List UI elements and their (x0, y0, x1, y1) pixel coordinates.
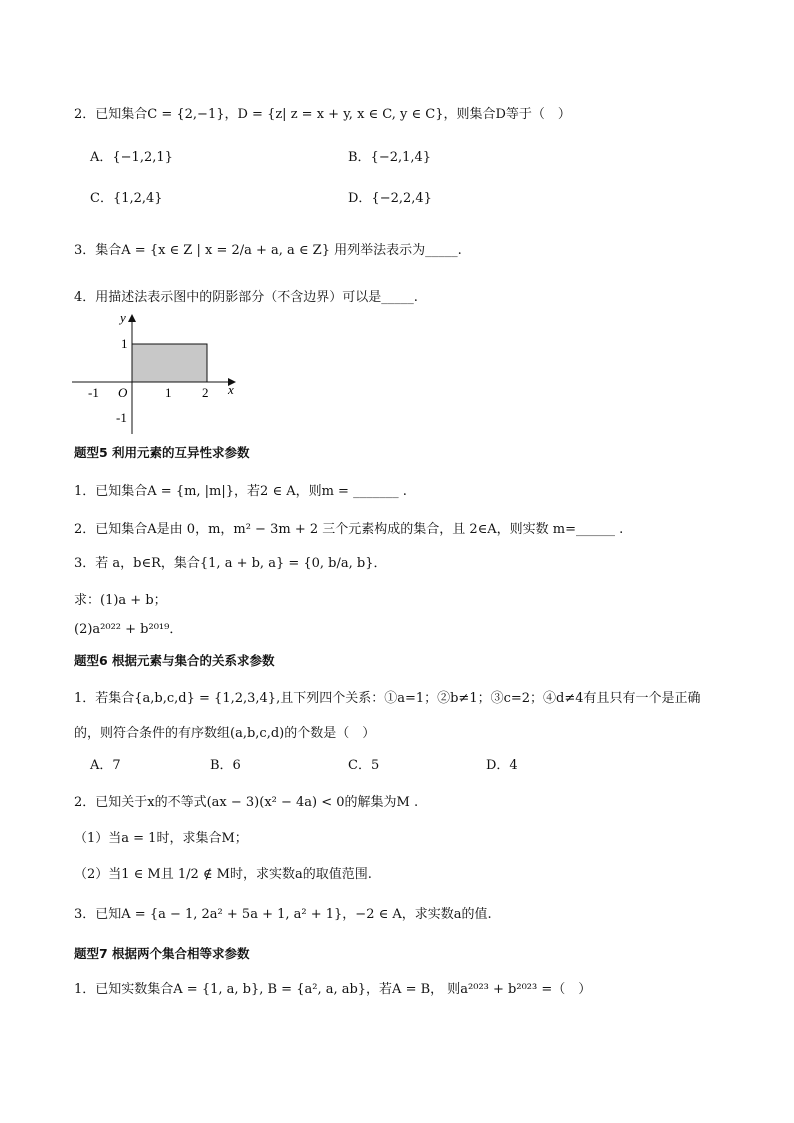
tick-label-x-minus-1: -1 (88, 385, 99, 400)
type6-option-c: C．5 (348, 758, 380, 773)
type6-question-1-line-2: 的，则符合条件的有序数组(a,b,c,d)的个数是（ ） (74, 726, 376, 741)
option-a: A．{−1,2,1} (90, 150, 173, 165)
shaded-region (132, 344, 207, 382)
type6-question-2-part-1: （1）当a = 1时，求集合M； (74, 831, 248, 846)
tick-label-x-1: 1 (165, 385, 172, 400)
y-axis-arrow (128, 314, 136, 322)
section-heading-type6: 题型6 根据元素与集合的关系求参数 (74, 653, 275, 668)
type6-question-1-line-1: 1．若集合{a,b,c,d} = {1,2,3,4},且下列四个关系：①a=1；②b≠1；③c=2；④d≠4有且只有一个是正确 (74, 691, 701, 706)
question-3-listing: 3．集合A = {x ∈ Z | x = 2/a + a, a ∈ Z} 用列举法表示为_____. (74, 243, 462, 258)
type5-question-3: 3．若 a，b∈R，集合{1, a + b, a} = {0, b/a, b}． (74, 556, 387, 571)
type5-question-2: 2．已知集合A是由 0，m，m² − 3m + 2 三个元素构成的集合，且 2∈A，则实数 m=______ . (74, 522, 624, 537)
option-c: C．{1,2,4} (90, 191, 163, 206)
type5-question-3-part-2: (2)a²⁰²² + b²⁰¹⁹． (74, 622, 183, 637)
type6-question-3: 3．已知A = {a − 1, 2a² + 5a + 1, a² + 1}，−2 ∈ A，求实数a的值. (74, 907, 492, 922)
y-axis-label: y (120, 310, 126, 325)
x-axis-label: x (228, 382, 234, 397)
section-heading-type5: 题型5 利用元素的互异性求参数 (74, 445, 250, 460)
option-b: B．{−2,1,4} (348, 150, 432, 165)
question-4-description: 4．用描述法表示图中的阴影部分（不含边界）可以是_____. (74, 290, 418, 305)
type6-option-b: B．6 (210, 758, 241, 773)
type7-question-1: 1．已知实数集合A = {1, a, b}, B = {a², a, ab}，若A = B， 则a²⁰²³ + b²⁰²³ =（ ） (74, 982, 592, 997)
option-d: D．{−2,2,4} (348, 191, 432, 206)
section-heading-type7: 题型7 根据两个集合相等求参数 (74, 946, 250, 961)
type6-option-d: D．4 (486, 758, 518, 773)
origin-label: O (118, 385, 128, 400)
type6-question-2-line-1: 2．已知关于x的不等式(ax − 3)(x² − 4a) < 0的解集为M . (74, 795, 419, 810)
tick-label-y-minus-1: -1 (116, 410, 127, 425)
type6-question-2-part-2: （2）当1 ∈ M且 1/2 ∉ M时，求实数a的取值范围. (74, 867, 372, 882)
type5-question-3-part-1: 求：(1)a + b； (74, 593, 167, 608)
type5-question-1: 1．已知集合A = {m, |m|}，若2 ∈ A，则m = _______ . (74, 484, 407, 499)
coordinate-graph (66, 308, 246, 436)
type6-option-a: A．7 (90, 758, 121, 773)
question-2-set-d: 2．已知集合C = {2,−1}，D = {z| z = x + y, x ∈ C, y ∈ C}，则集合D等于（ ） (74, 107, 571, 122)
tick-label-y-1: 1 (121, 336, 128, 351)
tick-label-x-2: 2 (202, 385, 209, 400)
